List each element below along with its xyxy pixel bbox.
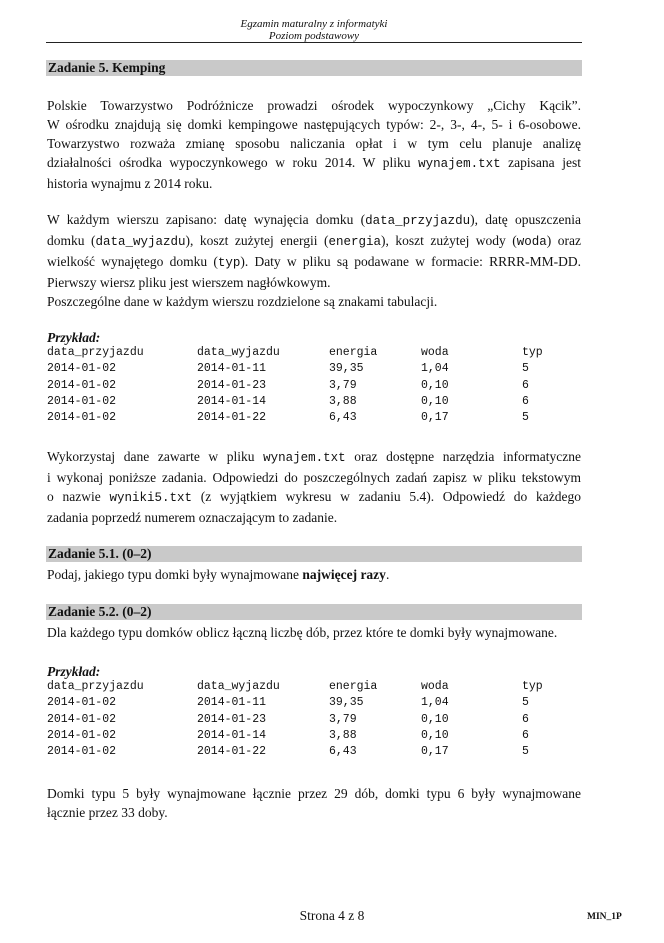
header-title: Egzamin maturalny z informatyki — [240, 18, 388, 30]
table-cell: 2014-01-14 — [197, 728, 267, 742]
table-cell: 6 — [522, 712, 529, 726]
table-cell: 5 — [522, 745, 529, 759]
column-header: energia — [329, 346, 378, 359]
table-row — [47, 378, 562, 394]
answer-line: łącznie przez 33 doby. — [47, 805, 168, 820]
example-label: Przykład: — [47, 330, 101, 345]
column-header: data_wyjazdu — [197, 680, 280, 693]
task5-heading: Zadanie 5. Kemping — [46, 60, 582, 76]
table-cell: 2014-01-02 — [47, 712, 117, 726]
task5-intro — [47, 96, 581, 193]
table-cell: 6,43 — [329, 411, 357, 425]
table-row — [47, 394, 562, 410]
table-cell: 0,10 — [421, 394, 449, 408]
column-header: woda — [421, 346, 449, 359]
table-cell: 3,79 — [329, 378, 357, 392]
table-cell: 6,43 — [329, 745, 357, 759]
table-cell: 1,04 — [421, 696, 449, 710]
column-header: woda — [421, 680, 449, 693]
table-cell: 5 — [522, 411, 529, 425]
format-line: W każdym wierszu zapisano: datę wynajęcia domku (data_przyjazdu), datę opuszczenia — [47, 212, 581, 228]
table-cell: 0,10 — [421, 378, 449, 392]
header-rule — [46, 42, 582, 43]
emphasis: najwięcej razy — [302, 567, 386, 582]
table-cell: 0,17 — [421, 745, 449, 759]
table-cell: 2014-01-02 — [47, 378, 117, 392]
page-number: Strona 4 z 8 — [299, 908, 365, 923]
answer-line: Domki typu 5 były wynajmowane łącznie przez 29 dób, domki typu 6 były wynajmowane — [47, 786, 581, 801]
format-line: Poszczególne dane w każdym wierszu rozdzielone są znakami tabulacji. — [47, 294, 438, 309]
instruction-line: zadania poprzedź numerem oznaczającym to zadanie. — [47, 510, 338, 525]
table-cell: 2014-01-02 — [47, 728, 117, 742]
instruction-line: Wykorzystaj dane zawarte w pliku wynajem.txt oraz dostępne narzędzia informatyczne — [47, 449, 581, 465]
table-row — [47, 410, 562, 426]
table-cell: 2014-01-02 — [47, 362, 117, 376]
column-header: data_wyjazdu — [197, 346, 280, 359]
table-cell: 2014-01-22 — [197, 745, 267, 759]
column-header: data_przyjazdu — [47, 680, 144, 693]
table-cell: 3,79 — [329, 712, 357, 726]
table-cell: 6 — [522, 394, 529, 408]
example-table — [47, 345, 562, 426]
format-line: wielkość wynajętego domku (typ). Daty w pliku są podawane w formacie: RRRR-MM-DD. — [47, 254, 581, 270]
task5-format-description — [47, 210, 581, 311]
table-cell: 2014-01-23 — [197, 712, 267, 726]
intro-line: Polskie Towarzystwo Podróżnicze prowadzi ośrodek wypoczynkowy „Cichy Kącik”. — [47, 98, 581, 113]
table-cell: 2014-01-02 — [47, 696, 117, 710]
table-row — [47, 744, 562, 760]
intro-line: Towarzystwo rozważa zmianę sposobu naliczania opłat i w tym celu planuje analizę — [47, 136, 581, 151]
table-row — [47, 695, 562, 711]
column-header: typ — [522, 346, 543, 359]
filename: wynajem.txt — [418, 157, 501, 171]
task51-heading: Zadanie 5.1. (0–2) — [46, 546, 582, 562]
table-cell: 2014-01-11 — [197, 362, 267, 376]
table-cell: 6 — [522, 728, 529, 742]
instruction-line: o nazwie wyniki5.txt (z wyjątkiem wykresu w zadaniu 5.4). Odpowiedź do każdego — [47, 489, 581, 505]
table-cell: 0,17 — [421, 411, 449, 425]
table-header-row — [47, 679, 562, 695]
table-cell: 2014-01-02 — [47, 745, 117, 759]
table-row — [47, 728, 562, 744]
table-cell: 39,35 — [329, 362, 364, 376]
example-label: Przykład: — [47, 664, 101, 679]
column-header: data_przyjazdu — [47, 346, 144, 359]
format-line: domku (data_wyjazdu), koszt zużytej energii (energia), koszt zużytej wody (woda) oraz — [47, 233, 582, 249]
example-table — [47, 679, 562, 760]
table-cell: 1,04 — [421, 362, 449, 376]
table-cell: 2014-01-14 — [197, 394, 267, 408]
column-header: typ — [522, 680, 543, 693]
table-cell: 3,88 — [329, 728, 357, 742]
task52-heading: Zadanie 5.2. (0–2) — [46, 604, 582, 620]
table-cell: 39,35 — [329, 696, 364, 710]
header-subtitle: Poziom podstawowy — [268, 30, 360, 42]
table-cell: 5 — [522, 696, 529, 710]
table-cell: 2014-01-22 — [197, 411, 267, 425]
task5-instructions — [47, 447, 581, 527]
intro-line: W ośrodku znajdują się domki kempingowe następujących typów: 2-, 3-, 4-, 5- i 6-osobowe. — [47, 117, 581, 132]
table-cell: 2014-01-02 — [47, 411, 117, 425]
task52-example-answer — [47, 784, 581, 822]
table-cell: 3,88 — [329, 394, 357, 408]
table-cell: 6 — [522, 378, 529, 392]
table-cell: 2014-01-02 — [47, 394, 117, 408]
table-row — [47, 361, 562, 377]
table-cell: 0,10 — [421, 712, 449, 726]
intro-line: działalności ośrodka wypoczynkowego w roku 2014. W pliku wynajem.txt zapisana jest — [47, 155, 581, 171]
task51-text: Podaj, jakiego typu domki były wynajmowane najwięcej razy. — [47, 567, 390, 582]
table-row — [47, 712, 562, 728]
intro-line: historia wynajmu z 2014 roku. — [47, 176, 213, 191]
column-header: energia — [329, 680, 378, 693]
instruction-line: i wykonaj poniższe zadania. Odpowiedzi do poszczególnych zadań zapisz w pliku tekstowym — [47, 470, 581, 485]
task52-text: Dla każdego typu domków oblicz łączną liczbę dób, przez które te domki były wynajmowane. — [47, 625, 558, 640]
exam-code: MIN_1P — [587, 912, 622, 922]
table-cell: 2014-01-23 — [197, 378, 267, 392]
table-header-row — [47, 345, 562, 361]
table-cell: 0,10 — [421, 728, 449, 742]
format-line: Pierwszy wiersz pliku jest wierszem nagłówkowym. — [47, 275, 331, 290]
table-cell: 2014-01-11 — [197, 696, 267, 710]
table-cell: 5 — [522, 362, 529, 376]
